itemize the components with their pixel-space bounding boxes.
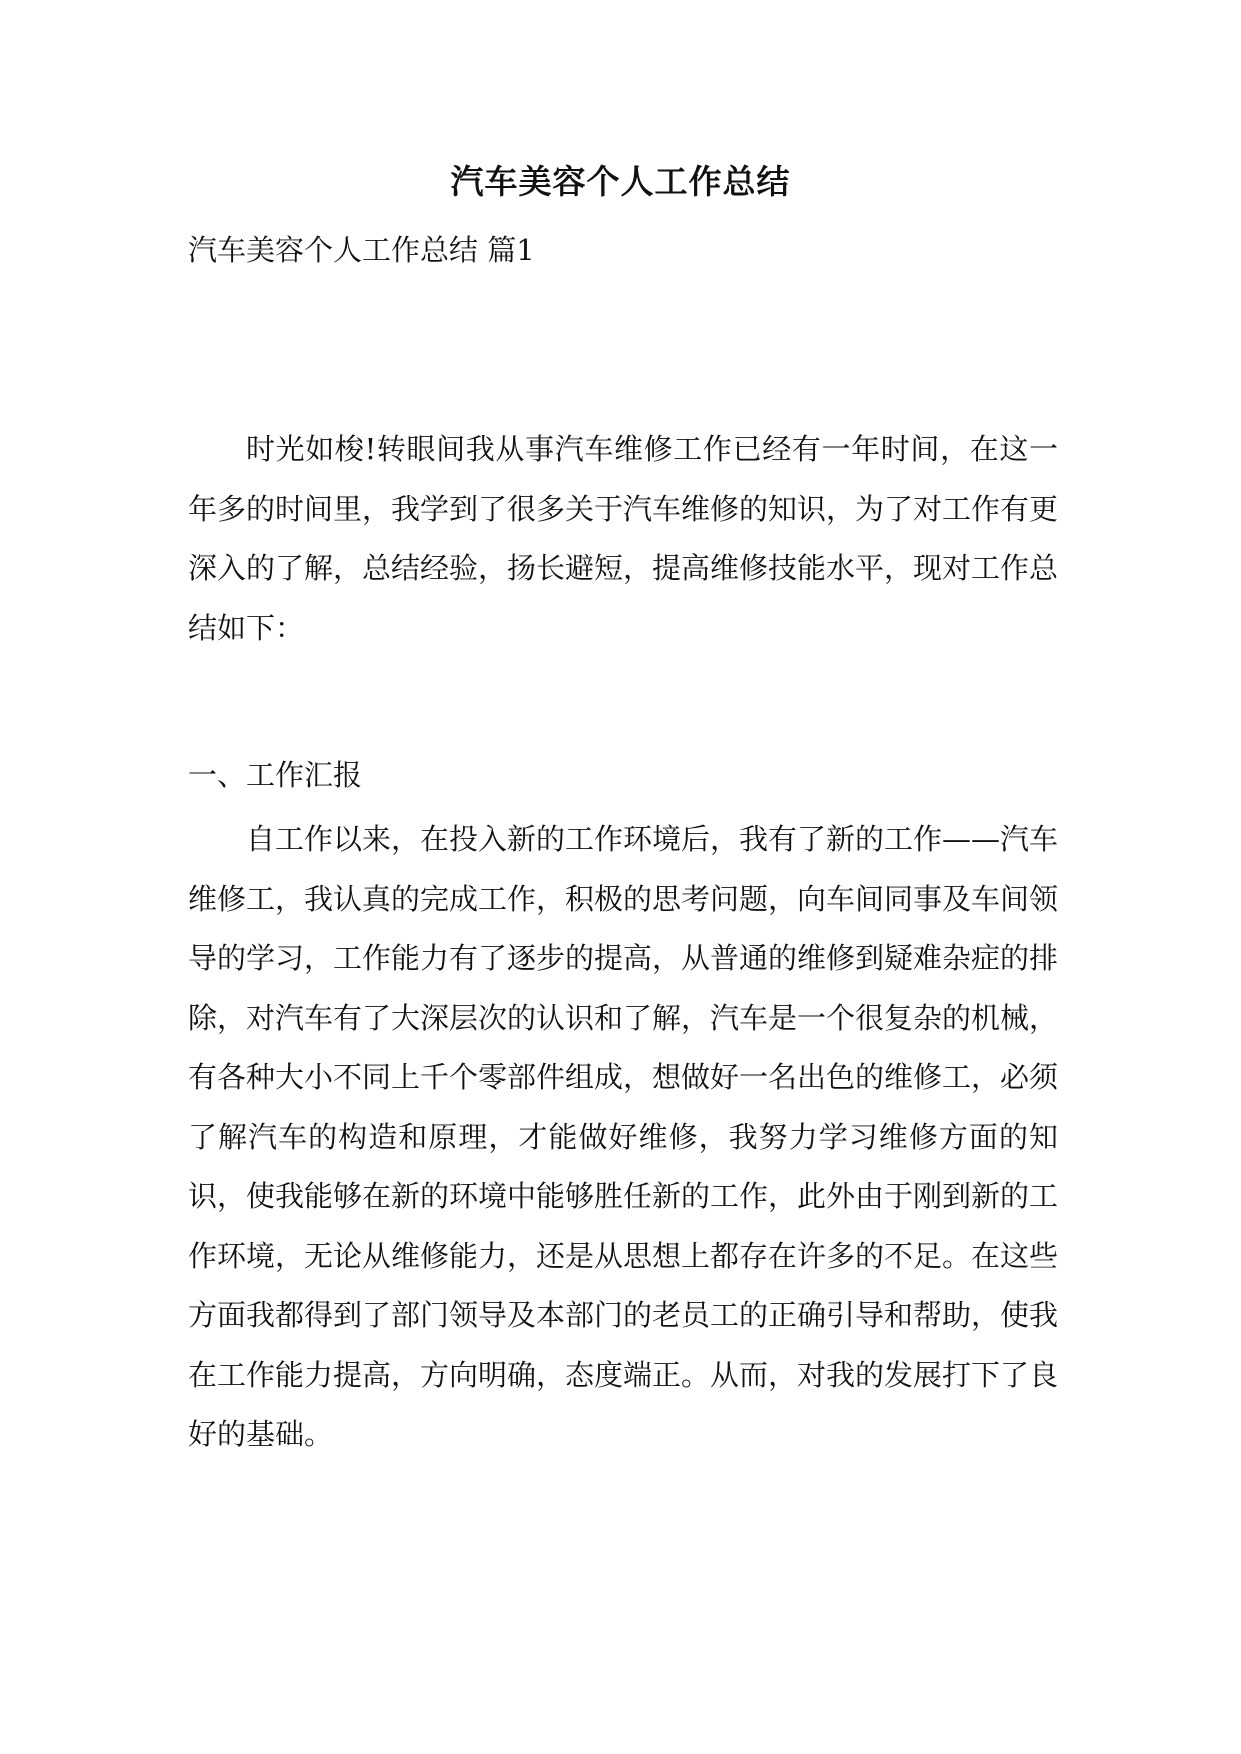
document-title: 汽车美容个人工作总结 [450, 162, 791, 201]
paragraph-work-report: 自工作以来，在投入新的工作环境后，我有了新的工作——汽车维修工，我认真的完成工作，积极的思考问题，向车间同事及车间领导的学习，工作能力有了逐步的提高，从普通的维修到疑难杂症的排除，对汽车有了大深层次的认识和了解，汽车是一个很复杂的机械，有各种大小不同上千个零部件组成，想做好一名出色的维修工，必须了解汽车的构造和原理，才能做好维修，我努力学习维修方面的知识，使我能够在新的环境中能够胜任新的工作，此外由于刚到新的工作环境，无论从维修能力，还是从思想上都存在许多的不足。在这些方面我都得到了部门领导及本部门的老员工的正确引导和帮助，使我在工作能力提高，方向明确，态度端正。从而，对我的发展打下了良好的基础。 [188, 822, 1059, 1451]
section-heading-work-report: 一、工作汇报 [188, 758, 363, 792]
paragraph-intro: 时光如梭!转眼间我从事汽车维修工作已经有一年时间，在这一年多的时间里，我学到了很多关于汽车维修的知识，为了对工作有更深入的了解，总结经验，扬长避短，提高维修技能水平，现对工作总结如下： [188, 432, 1059, 645]
document-subtitle: 汽车美容个人工作总结 篇1 [188, 233, 535, 267]
